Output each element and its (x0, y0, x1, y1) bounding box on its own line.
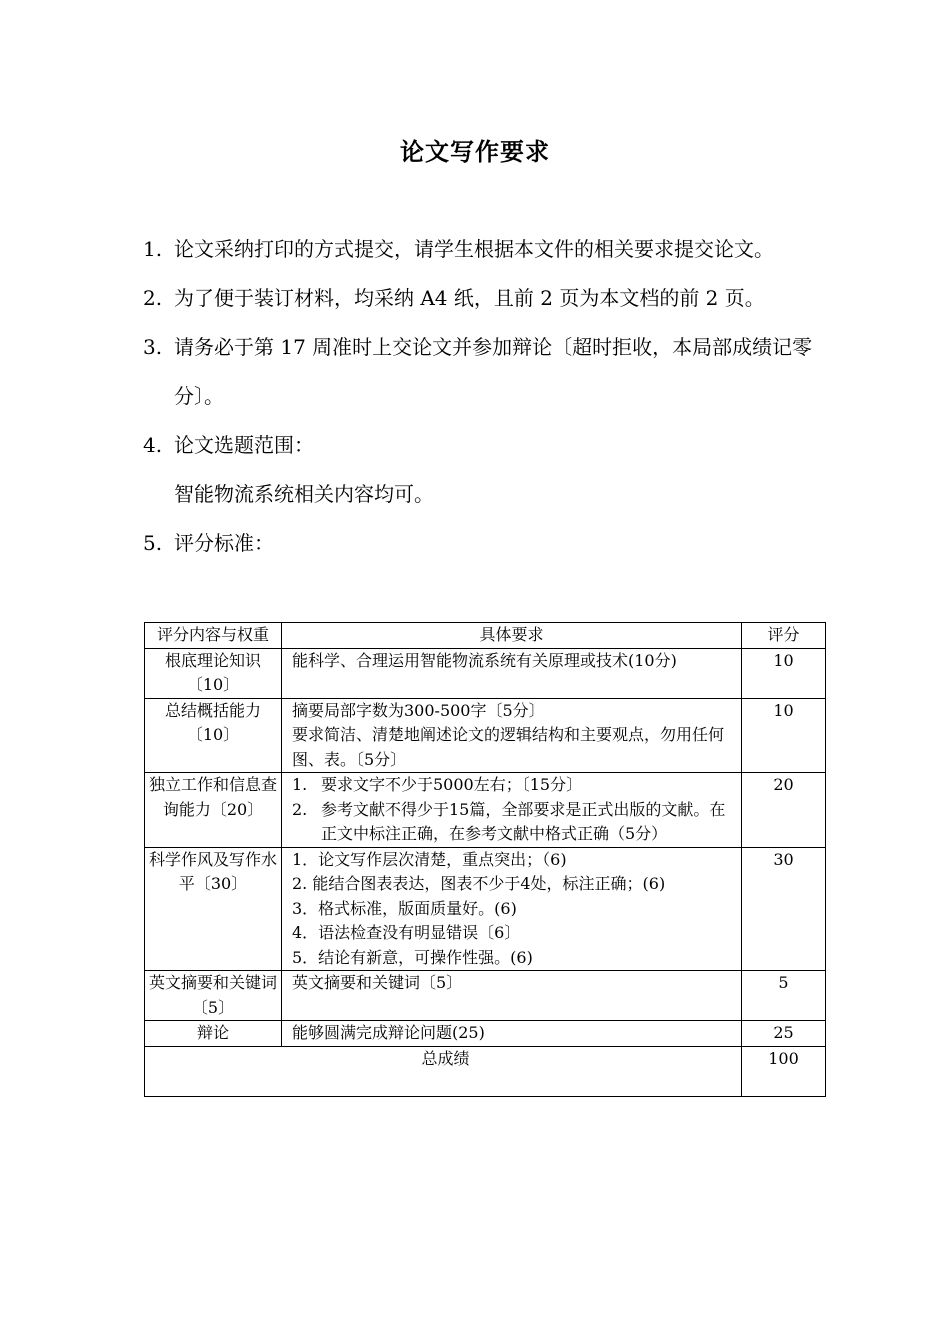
requirement-line: 3．格式标准，版面质量好。(6) (292, 898, 517, 918)
header-requirement: 具体要求 (282, 623, 742, 649)
row-content: 英文摘要和关键词〔5〕 (145, 971, 282, 1021)
table-header-row (145, 623, 826, 649)
item-number: 5. (143, 531, 163, 555)
row-score: 20 (742, 773, 826, 848)
table-row (145, 971, 826, 1021)
row-requirement (282, 971, 742, 1021)
topic-scope-text: 智能物流系统相关内容均可。 (174, 482, 434, 506)
row-score: 5 (742, 971, 826, 1021)
item-number: 4. (143, 433, 163, 457)
header-score: 评分 (742, 623, 826, 649)
requirement-line: 要求简洁、清楚地阐述论文的逻辑结构和主要观点，勿用任何图、表。〔5分〕 (292, 725, 725, 769)
requirement-line: 能够圆满完成辩论问题(25) (292, 1023, 485, 1042)
requirement-item (143, 519, 823, 568)
total-score: 100 (742, 1046, 826, 1096)
requirement-item (143, 274, 823, 323)
row-requirement (282, 1021, 742, 1047)
row-content: 根底理论知识〔10〕 (145, 648, 282, 698)
page-title: 论文写作要求 (400, 137, 550, 166)
item-number: 2. (143, 286, 163, 310)
header-content: 评分内容与权重 (145, 623, 282, 649)
row-content: 辩论 (145, 1021, 282, 1047)
requirements-list (143, 225, 823, 568)
row-requirement (282, 773, 742, 848)
item-text: 请务必于第 17 周准时上交论文并参加辩论〔超时拒收，本局部成绩记零分〕。 (174, 335, 813, 408)
item-text: 评分标准： (174, 531, 274, 555)
table-row (145, 698, 826, 773)
table-row (145, 648, 826, 698)
requirement-line: 2. 能结合图表表达，图表不少于4处，标注正确；(6) (292, 874, 666, 893)
row-content: 科学作风及写作水平〔30〕 (145, 847, 282, 971)
list-item: 1. 要求文字不少于5000左右；〔15分〕 (292, 775, 583, 794)
requirement-line: 能科学、合理运用智能物流系统有关原理或技术(10分) (292, 650, 677, 670)
row-score: 10 (742, 648, 826, 698)
requirement-line: 摘要局部字数为300-500字〔5分〕 (292, 700, 545, 720)
requirement-line: 4．语法检查没有明显错误〔6〕 (292, 923, 521, 942)
requirement-line: 英文摘要和关键词〔5〕 (292, 973, 463, 992)
row-content: 总结概括能力〔10〕 (145, 698, 282, 773)
requirement-line: 1．论文写作层次清楚，重点突出；（6) (292, 849, 567, 869)
table-row (145, 773, 826, 848)
row-score: 10 (742, 698, 826, 773)
requirement-item (143, 323, 823, 421)
table-row (145, 847, 826, 971)
table-total-row (145, 1046, 826, 1096)
item-number: 1. (143, 237, 163, 261)
row-score: 30 (742, 847, 826, 971)
row-requirement (282, 847, 742, 971)
row-requirement (282, 648, 742, 698)
list-item: 2. 参考文献不得少于15篇，全部要求是正式出版的文献。在正文中标注正确，在参考文献中格式正确（5分） (292, 799, 726, 843)
item-text: 论文选题范围： (174, 433, 314, 457)
item-text: 论文采纳打印的方式提交，请学生根据本文件的相关要求提交论文。 (174, 237, 774, 261)
total-label: 总成绩 (145, 1046, 742, 1096)
requirement-line: 5．结论有新意，可操作性强。(6) (292, 947, 533, 967)
requirement-item (143, 421, 823, 470)
item-text: 为了便于装订材料，均采纳 A4 纸，且前 2 页为本文档的前 2 页。 (174, 286, 765, 310)
row-content: 独立工作和信息查询能力〔20〕 (145, 773, 282, 848)
grading-table (144, 622, 826, 1097)
item-number: 3. (143, 335, 163, 359)
row-requirement (282, 698, 742, 773)
requirement-item (143, 225, 823, 274)
row-score: 25 (742, 1021, 826, 1047)
table-row (145, 1021, 826, 1047)
